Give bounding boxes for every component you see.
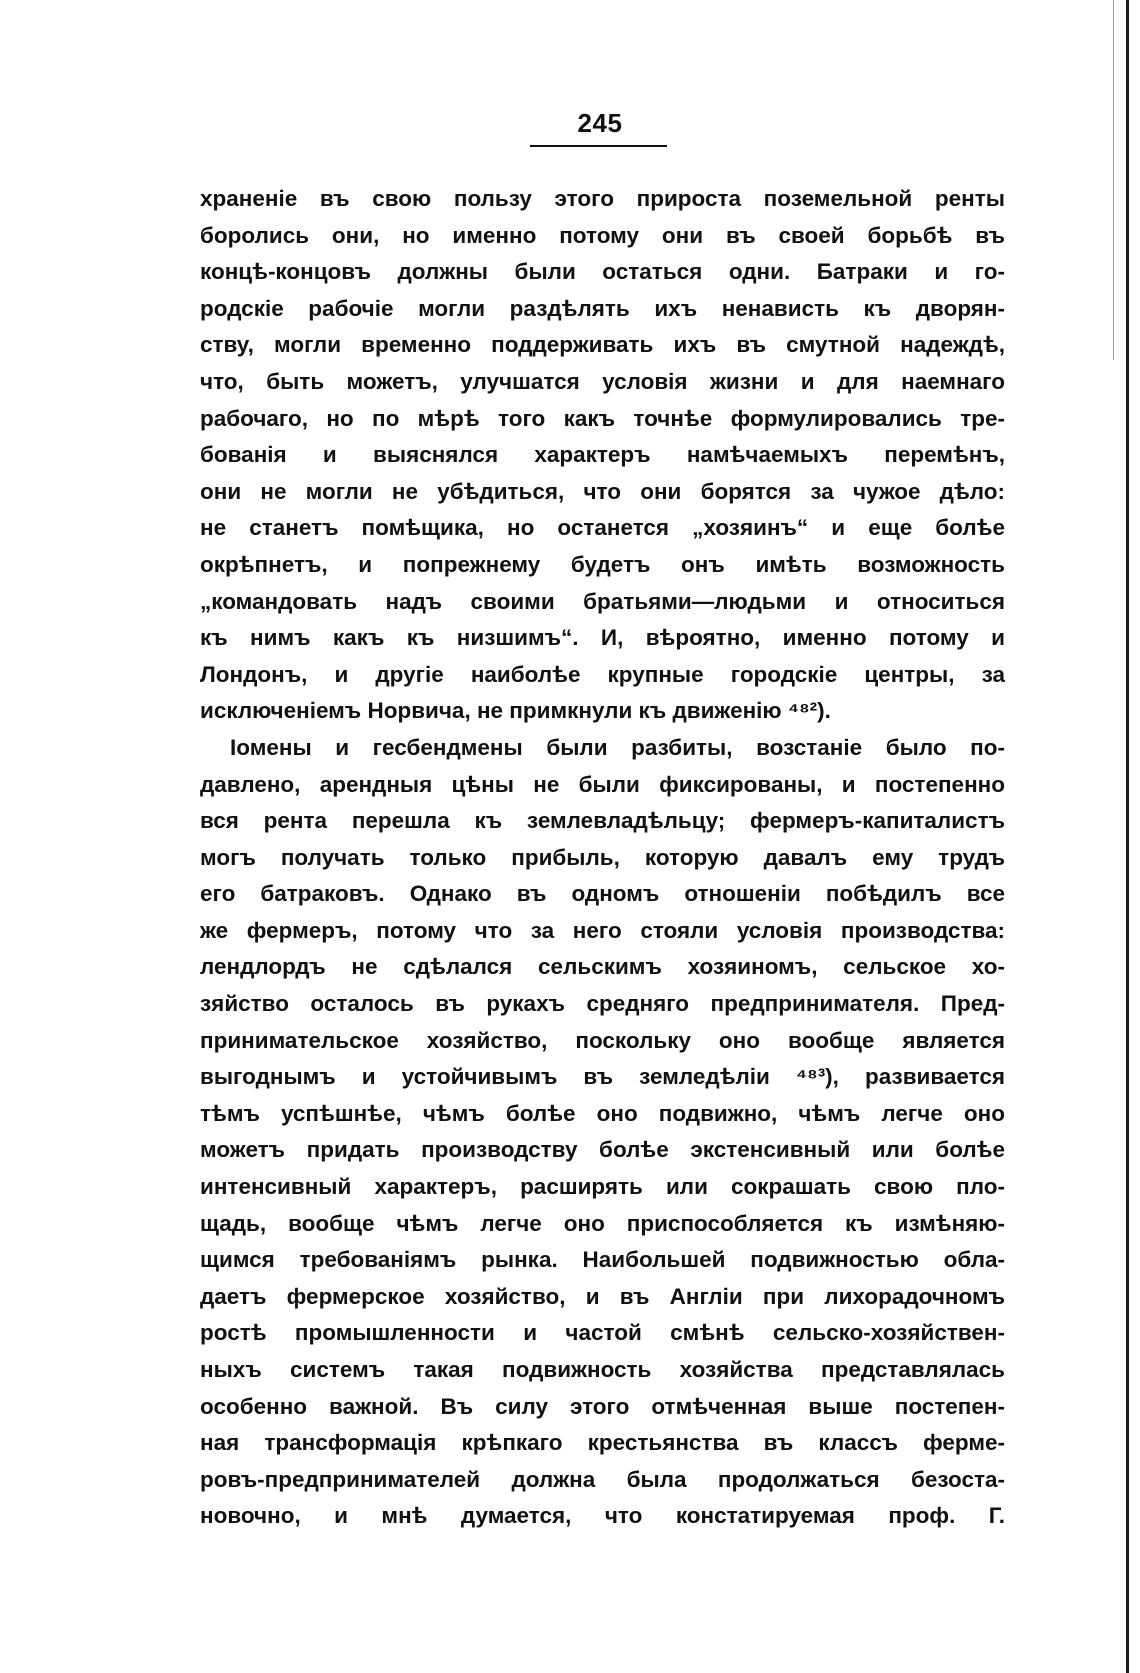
text-line: даетъ фермерское хозяйство, и въ Англіи при лихорадочномъ (200, 1283, 1005, 1309)
text-line: боролись они, но именно потому они въ своей борьбѣ въ (200, 222, 1005, 248)
text-line: храненіе въ свою пользу этого прироста поземельной ренты (200, 186, 1005, 211)
text-line: ростѣ промышленности и частой смѣнѣ сельско-хозяйствен- (200, 1320, 1005, 1346)
text-line: его батраковъ. Однако въ одномъ отношеніи побѣдилъ все (200, 881, 1005, 907)
text-line: вся рента перешла къ землевладѣльцу; фермеръ-капиталистъ (200, 808, 1005, 834)
text-line: щадь, вообще чѣмъ легче оно приспособляется къ измѣняю- (200, 1210, 1005, 1236)
text-line: же фермеръ, потому что за него стояли условія производства: (200, 917, 1005, 943)
text-line: принимательское хозяйство, поскольку оно вообще является (200, 1027, 1005, 1053)
text-line: окрѣпнетъ, и попрежнему будетъ онъ имѣть возможность (200, 551, 1005, 577)
text-line: исключеніемъ Норвича, не примкнули къ движенію ⁴⁸²). (200, 698, 831, 724)
paragraph-2 (200, 730, 1005, 1535)
body-text (200, 181, 1005, 1535)
text-line: интенсивный характеръ, расширять или сокрашать свою пло- (200, 1174, 1005, 1200)
text-line: рабочаго, но по мѣрѣ того какъ точнѣе формулировались тре- (200, 405, 1005, 431)
text-line: могъ получать только прибыль, которую давалъ ему трудъ (200, 844, 1005, 870)
text-line: они не могли не убѣдиться, что они борятся за чужое дѣло: (200, 478, 1005, 504)
text-line: ству, могли временно поддерживать ихъ въ смутной надеждѣ, (200, 332, 1005, 358)
text-line: концѣ-концовъ должны были остаться одни. Батраки и го- (200, 259, 1005, 285)
text-line: родскіе рабочіе могли раздѣлять ихъ ненависть къ дворян- (200, 295, 1005, 321)
text-line: бованія и выяснялся характеръ намѣчаемыхъ перемѣнъ, (200, 442, 1005, 468)
text-line: ныхъ системъ такая подвижность хозяйства представлялась (200, 1357, 1005, 1382)
text-line: особенно важной. Въ силу этого отмѣченная выше постепен- (200, 1393, 1005, 1419)
text-line: Іомены и гесбендмены были разбиты, возстаніе было по- (230, 734, 1005, 760)
text-line: зяйство осталось въ рукахъ средняго предпринимателя. Пред- (200, 991, 1005, 1017)
text-line: тѣмъ успѣшнѣе, чѣмъ болѣе оно подвижно, чѣмъ легче оно (200, 1100, 1005, 1126)
scan-page-edge (1126, 0, 1129, 1673)
text-line: „командовать надъ своими братьями—людьми и относиться (200, 588, 1005, 614)
page-number-rule (530, 145, 667, 147)
text-line: давлено, арендныя цѣны не были фиксированы, и постепенно (200, 771, 1005, 797)
paragraph-1 (200, 181, 1005, 730)
text-line: можетъ придать производству болѣе экстенсивный или болѣе (200, 1137, 1005, 1163)
text-line: лендлордъ не сдѣлался сельскимъ хозяиномъ, сельское хо- (200, 954, 1005, 980)
text-line: ровъ-предпринимателей должна была продолжаться безоста- (200, 1466, 1005, 1492)
text-line: Лондонъ, и другіе наиболѣе крупные городскіе центры, за (200, 661, 1005, 687)
text-line: новочно, и мнѣ думается, что констатируемая проф. Г. (200, 1503, 1005, 1529)
text-line: что, быть можетъ, улучшатся условія жизни и для наемнаго (200, 368, 1005, 394)
text-line: щимся требованіямъ рынка. Наибольшей подвижностью обла- (200, 1247, 1005, 1273)
text-line: къ нимъ какъ къ низшимъ“. И, вѣроятно, именно потому и (200, 625, 1005, 651)
text-line: выгоднымъ и устойчивымъ въ земледѣліи ⁴⁸³), развивается (200, 1064, 1005, 1090)
text-line: ная трансформація крѣпкаго крестьянства въ классъ ферме- (200, 1430, 1005, 1456)
page-number: 245 (577, 108, 623, 138)
scan-shadow-line (1113, 0, 1114, 360)
text-line: не станетъ помѣщика, но останется „хозяинъ“ и еще болѣе (200, 515, 1005, 541)
